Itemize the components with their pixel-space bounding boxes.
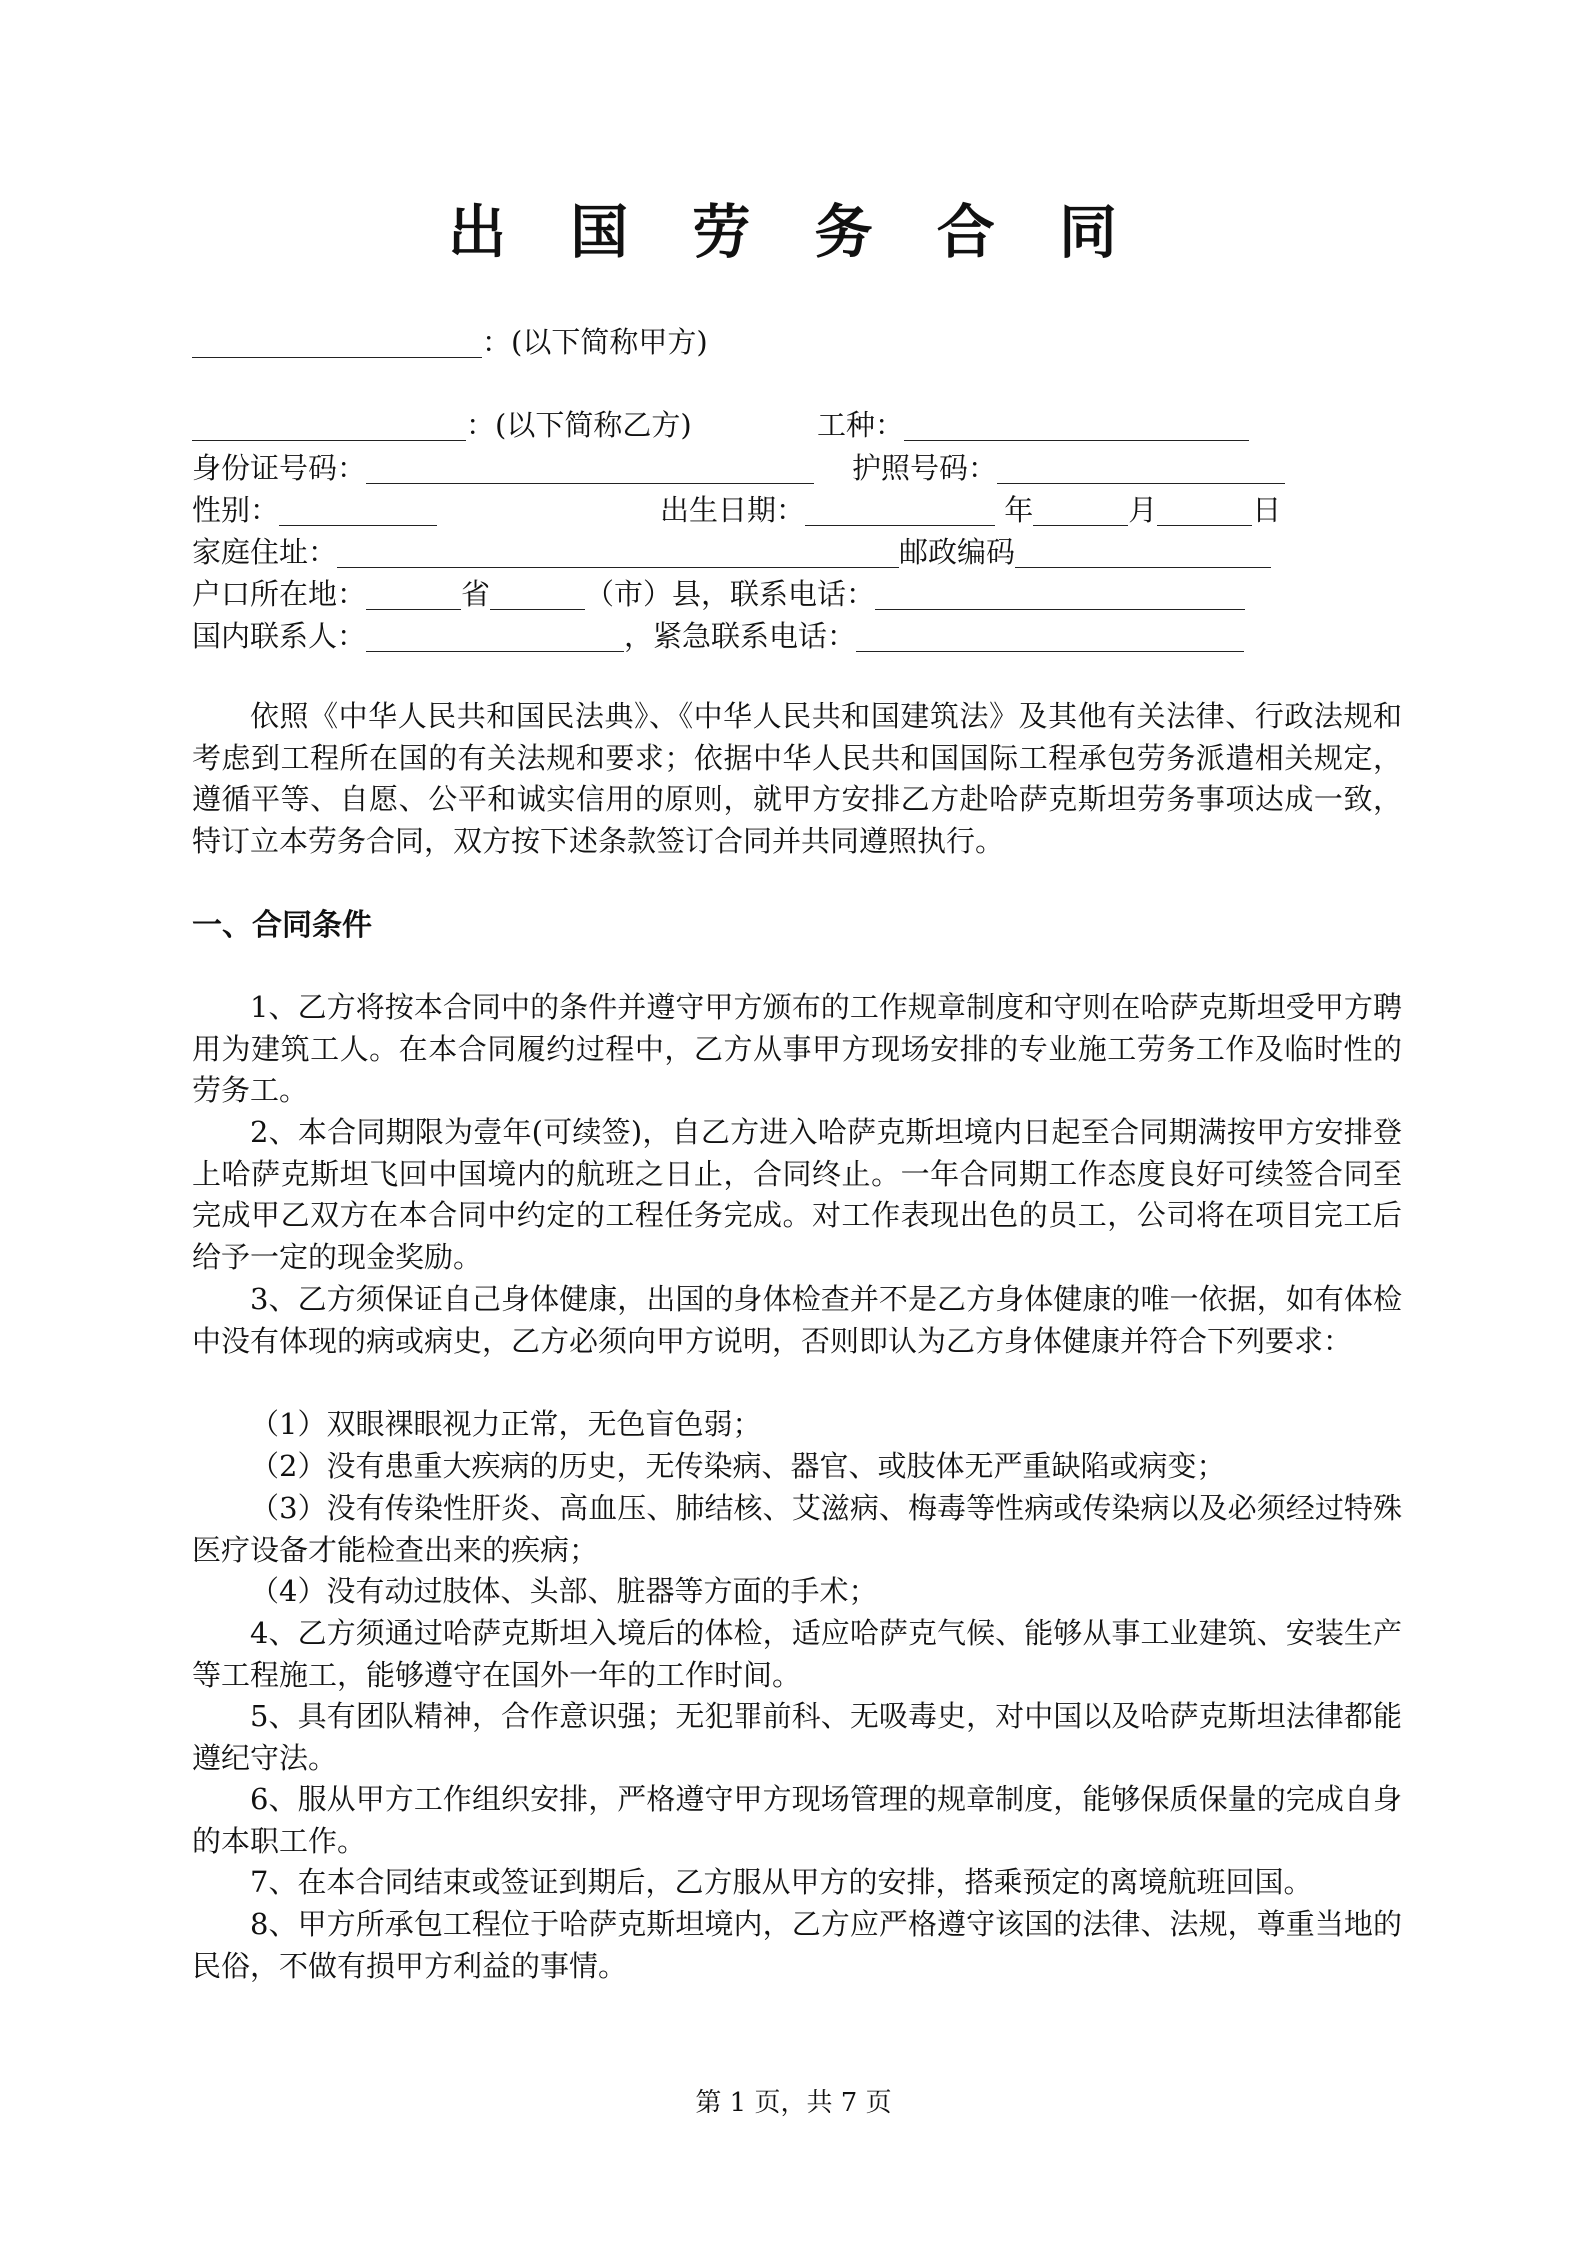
postcode-blank[interactable] bbox=[1015, 535, 1271, 568]
city-blank[interactable] bbox=[490, 577, 585, 610]
province-blank[interactable] bbox=[366, 577, 461, 610]
job-blank[interactable] bbox=[904, 408, 1249, 441]
passport-line bbox=[852, 448, 1285, 488]
gender-blank[interactable] bbox=[279, 493, 437, 526]
health-item-1: （1）双眼裸眼视力正常，无色盲色弱； bbox=[250, 1407, 762, 1441]
passport-label: 护照号码： bbox=[852, 451, 998, 485]
id-blank[interactable] bbox=[366, 451, 814, 484]
id-line bbox=[192, 448, 814, 488]
passport-blank[interactable] bbox=[997, 451, 1285, 484]
birth-line bbox=[660, 490, 1281, 530]
hukou-label: 户口所在地： bbox=[192, 577, 367, 611]
party-b-suffix: ：(以下简称乙方) bbox=[466, 408, 692, 442]
page-footer: 第 1 页，共 7 页 bbox=[695, 2088, 892, 2118]
emergency-label: ，紧急联系电话： bbox=[624, 619, 857, 653]
document-title: 出 国 劳 务 合 同 bbox=[448, 198, 1139, 266]
contact-label: 国内联系人： bbox=[192, 619, 367, 653]
party-a-suffix: ：(以下简称甲方) bbox=[482, 325, 708, 359]
birth-year-blank[interactable] bbox=[805, 493, 995, 526]
city-county-label: （市）县，联系电话： bbox=[585, 577, 876, 611]
address-line bbox=[192, 532, 1271, 572]
health-item-2: （2）没有患重大疾病的历史，无传染病、器官、或肢体无严重缺陷或病变； bbox=[250, 1449, 1226, 1483]
gender-label: 性别： bbox=[192, 493, 280, 527]
contact-blank[interactable] bbox=[366, 619, 624, 652]
contact-line bbox=[192, 616, 1244, 656]
year-label: 年 bbox=[1004, 493, 1034, 527]
address-label: 家庭住址： bbox=[192, 535, 338, 569]
clause-7: 7、在本合同结束或签证到期后，乙方服从甲方的安排，搭乘预定的离境航班回国。 bbox=[250, 1865, 1313, 1899]
phone-blank[interactable] bbox=[875, 577, 1245, 610]
clause-8: 8、甲方所承包工程位于哈萨克斯坦境内，乙方应严格遵守该国的法律、法规，尊重当地的民俗，不做有损甲方利益的事情。 bbox=[192, 1907, 1402, 1983]
id-label: 身份证号码： bbox=[192, 451, 367, 485]
hukou-line bbox=[192, 574, 1245, 614]
party-a-blank[interactable] bbox=[192, 325, 482, 358]
section-heading: 一、合同条件 bbox=[192, 908, 372, 943]
clause-3: 3、乙方须保证自己身体健康，出国的身体检查并不是乙方身体健康的唯一依据，如有体检中没有体现的病或病史，乙方必须向甲方说明，否则即认为乙方身体健康并符合下列要求： bbox=[192, 1282, 1402, 1358]
emergency-blank[interactable] bbox=[856, 619, 1244, 652]
clause-6: 6、服从甲方工作组织安排，严格遵守甲方现场管理的规章制度，能够保质保量的完成自身的本职工作。 bbox=[192, 1782, 1402, 1858]
job-label: 工种： bbox=[817, 408, 905, 442]
gender-line bbox=[192, 490, 437, 530]
party-a-line bbox=[192, 322, 708, 362]
clause-4: 4、乙方须通过哈萨克斯坦入境后的体检，适应哈萨克气候、能够从事工业建筑、安装生产等工程施工，能够遵守在国外一年的工作时间。 bbox=[192, 1616, 1402, 1692]
clause-1: 1、乙方将按本合同中的条件并遵守甲方颁布的工作规章制度和守则在哈萨克斯坦受甲方聘用为建筑工人。在本合同履约过程中，乙方从事甲方现场安排的专业施工劳务工作及临时性的劳务工。 bbox=[192, 990, 1402, 1107]
birth-day-blank[interactable] bbox=[1157, 493, 1252, 526]
health-item-4: （4）没有动过肢体、头部、脏器等方面的手术； bbox=[250, 1574, 878, 1608]
birth-label: 出生日期： bbox=[660, 493, 806, 527]
party-b-blank[interactable] bbox=[192, 408, 466, 441]
clause-5: 5、具有团队精神，合作意识强；无犯罪前科、无吸毒史，对中国以及哈萨克斯坦法律都能遵纪守法。 bbox=[192, 1699, 1402, 1775]
clause-2: 2、本合同期限为壹年(可续签)，自乙方进入哈萨克斯坦境内日起至合同期满按甲方安排登上哈萨克斯坦飞回中国境内的航班之日止，合同终止。一年合同期工作态度良好可续签合同至完成甲乙双方在本合同中约定的工程任务完成。对工作表现出色的员工，公司将在项目完工后给予一定的现金奖励。 bbox=[192, 1115, 1402, 1274]
intro-paragraph: 依照《中华人民共和国民法典》、《中华人民共和国建筑法》及其他有关法律、行政法规和考虑到工程所在国的有关法规和要求；依据中华人民共和国国际工程承包劳务派遣相关规定，遵循平等、自愿、公平和诚实信用的原则，就甲方安排乙方赴哈萨克斯坦劳务事项达成一致，特订立本劳务合同，双方按下述条款签订合同并共同遵照执行。 bbox=[192, 699, 1402, 858]
month-label: 月 bbox=[1128, 493, 1158, 527]
job-line bbox=[817, 405, 1249, 445]
postcode-label: 邮政编码 bbox=[899, 535, 1016, 569]
birth-month-blank[interactable] bbox=[1033, 493, 1128, 526]
address-blank[interactable] bbox=[337, 535, 899, 568]
party-b-line bbox=[192, 405, 692, 445]
day-label: 日 bbox=[1252, 493, 1282, 527]
health-item-3: （3）没有传染性肝炎、高血压、肺结核、艾滋病、梅毒等性病或传染病以及必须经过特殊医疗设备才能检查出来的疾病； bbox=[192, 1491, 1402, 1567]
province-label: 省 bbox=[461, 577, 491, 611]
